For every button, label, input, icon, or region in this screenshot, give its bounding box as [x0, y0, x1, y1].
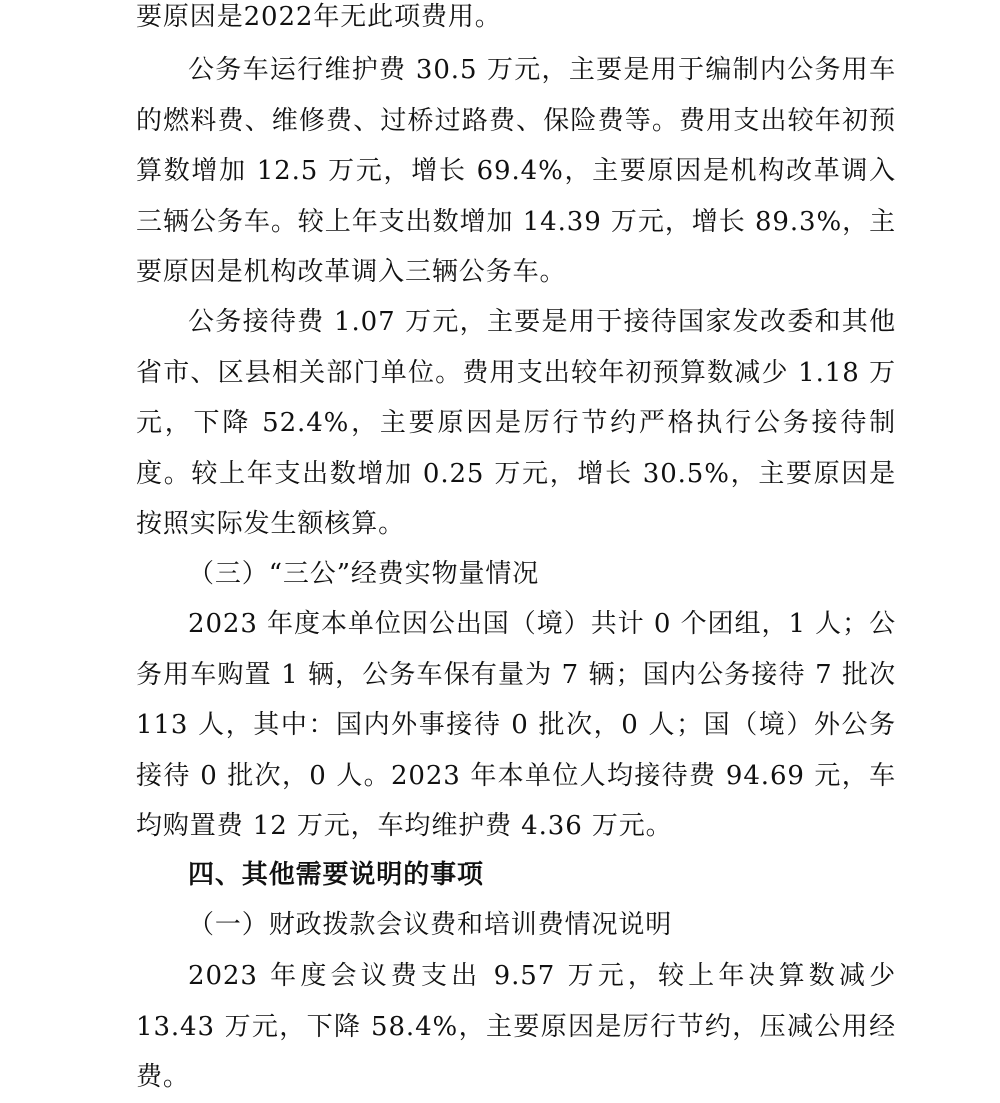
paragraph-reception-fee: 公务接待费 1.07 万元，主要是用于接待国家发改委和其他省市、区县相关部门单位。费用支出较年初预算数减少 1.18 万元，下降 52.4%，主要原因是厉行节约严格执行公务接待制度。较上年支出数增加 0.25 万元，增长 30.5%，主要原因是按照实际发生额核算。 — [136, 307, 896, 539]
paragraph-vehicle-maintenance: 公务车运行维护费 30.5 万元，主要是用于编制内公务用车的燃料费、维修费、过桥过路费、保险费等。费用支出较年初预算数增加 12.5 万元，增长 69.4%，主要原因是机构改革调入三辆公务车。较上年支出数增加 14.39 万元，增长 89.3%，主要原因是机构改革调入三辆公务车。 — [136, 55, 896, 287]
paragraph-continuation: 要原因是2022年无此项费用。 — [136, 2, 502, 32]
paragraph-physical-quantity: 2023 年度本单位因公出国（境）共计 0 个团组，1 人；公务用车购置 1 辆，公务车保有量为 7 辆；国内公务接待 7 批次113 人，其中：国内外事接待 0 批次，0 人；国（境）外公务接待 0 批次，0 人。2023 年本单位人均接待费 94.69 元，车均购置费 12 万元，车均维护费 4.36 万元。 — [136, 609, 896, 841]
section-heading-other-matters: 四、其他需要说明的事项 — [188, 860, 484, 890]
paragraph-meeting-fee: 2023 年度会议费支出 9.57 万元，较上年决算数减少 13.43 万元，下降 58.4%，主要原因是厉行节约，压减公用经费。 — [136, 961, 896, 1092]
section-heading-physical-quantity: （三）“三公”经费实物量情况 — [188, 559, 540, 589]
subsection-heading-meeting-training: （一）财政拨款会议费和培训费情况说明 — [188, 910, 673, 940]
